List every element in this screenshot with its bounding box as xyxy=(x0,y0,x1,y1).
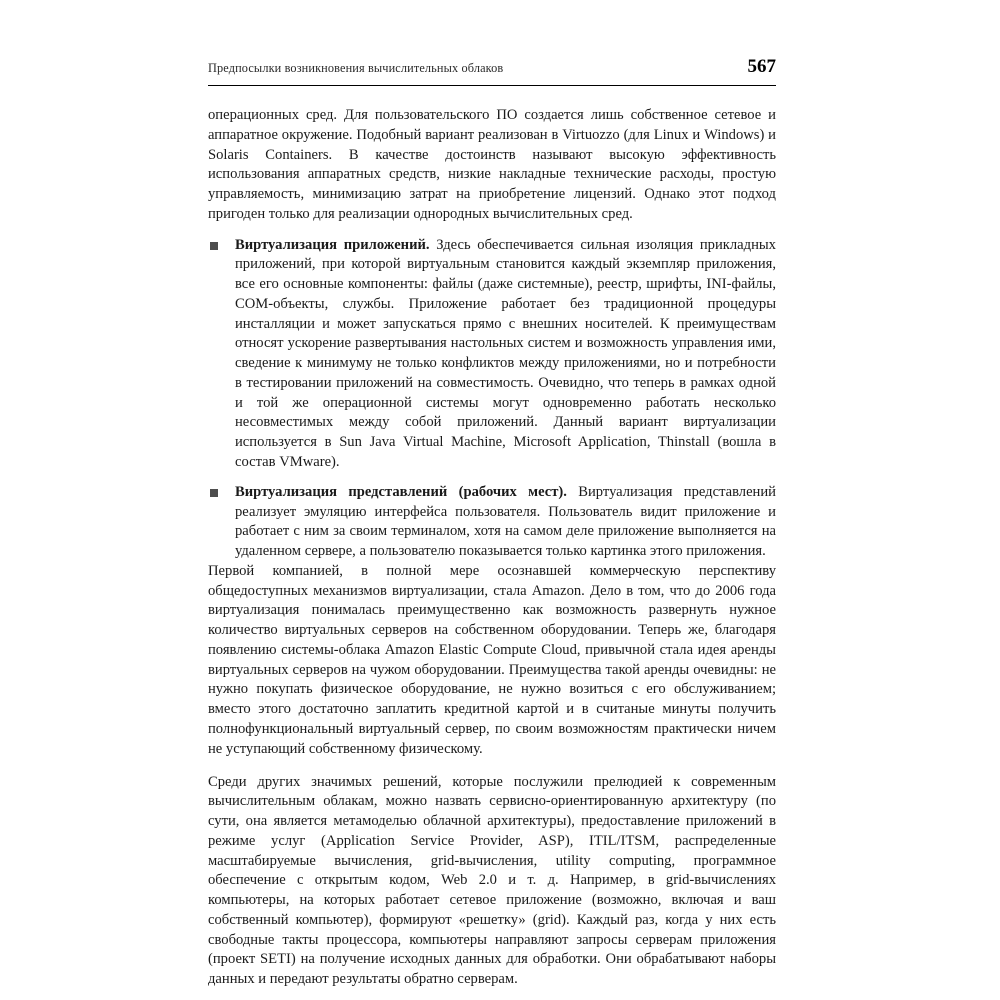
bullet-list xyxy=(208,236,776,562)
page-header xyxy=(208,56,776,86)
list-item xyxy=(208,483,776,562)
square-bullet-icon xyxy=(210,489,218,497)
paragraph-grid: Среди других значимых решений, которые послужили прелюдией к современным вычислительным облакам, можно назвать сервисно-ориентированную архитектуру (по сути, она является метамоделью облачной архитектуры), предоставление приложений в режиме услуг (Application Service Provider, ASP), ITIL/ITSM, распределенные масштабируемые вычисления, grid-вычисления, utility computing, программное обеспечение с открытым кодом, Web 2.0 и т. д. Например, в grid-вычислениях компьютеры, на которых работает сетевое приложение (возможно, включая и ваш собственный компьютер), формируют «решетку» (grid). Каждый раз, когда у них есть свободные такты процессора, компьютеры направляют запросы серверам приложения (проект SETI) на получение исходных данных для обработки. Они обрабатывают наборы данных и передают результаты обратно серверам. xyxy=(208,773,776,988)
intro-paragraph: операционных сред. Для пользовательского ПО создается лишь собственное сетевое и аппаратное окружение. Подобный вариант реализован в Virtuozzo (для Linux и Windows) и Solaris Containers. В качестве достоинств называют высокую эффективность использования аппаратных средств, низкие накладные технические расходы, простую управляемость, минимизацию затрат на приобретение лицензий. Однако этот подход пригоден только для реализации однородных вычислительных сред. xyxy=(208,107,776,222)
list-item-text: Виртуализация представлений реализует эмуляцию интерфейса пользователя. Пользователь видит приложение и работает с ним за своим терминалом, хотя на самом деле приложение выполняется на удаленном сервере, а пользователю показывается только картинка этого приложения. xyxy=(235,483,776,560)
square-bullet-icon xyxy=(210,242,218,250)
page-number: 567 xyxy=(747,56,776,77)
list-item-lead: Виртуализация приложений. xyxy=(235,236,430,253)
page-content xyxy=(208,56,776,990)
running-head: Предпосылки возникновения вычислительных облаков xyxy=(208,61,504,75)
list-item xyxy=(208,236,776,473)
list-item-text: Здесь обеспечивается сильная изоляция прикладных приложений, при которой виртуальным становится каждый экземпляр приложения, все его основные компоненты: файлы (даже системные), реестр, шрифты, INI-файлы, COM-объекты, службы. Приложение работает без традиционной процедуры инсталляции и может запускаться прямо с внешних носителей. К преимуществам относят ускорение развертывания настольных систем и возможность управления ими, сведение к минимуму не только конфликтов между приложениями, но и потребности в тестировании приложений на совместимость. Очевидно, что теперь в рамках одной и той же операционной системы могут одновременно работать несколько несовместимых между собой приложений. Данный вариант виртуализации используется в Sun Java Virtual Machine, Microsoft Application, Thinstall (вошла в состав VMware). xyxy=(235,236,776,471)
body-text xyxy=(208,106,776,990)
list-item-lead: Виртуализация представлений (рабочих мест). xyxy=(235,483,567,500)
paragraph-amazon: Первой компанией, в полной мере осознавшей коммерческую перспективу общедоступных механизмов виртуализации, стала Amazon. Дело в том, что до 2006 года виртуализация понималась преимущественно как возможность развернуть нужное количество виртуальных серверов на собственном оборудовании. Теперь же, благодаря появлению системы-облака Amazon Elastic Compute Cloud, привычной стала идея аренды виртуальных серверов на чужом оборудовании. Преимущества такой аренды очевидны: не нужно покупать физическое оборудование, не нужно возиться с его обслуживанием; вместо этого достаточно заплатить кредитной картой и в считаные минуты получить полнофункциональный виртуальный сервер, по своим возможностям практически ничем не уступающий собственному физическому. xyxy=(208,562,776,757)
